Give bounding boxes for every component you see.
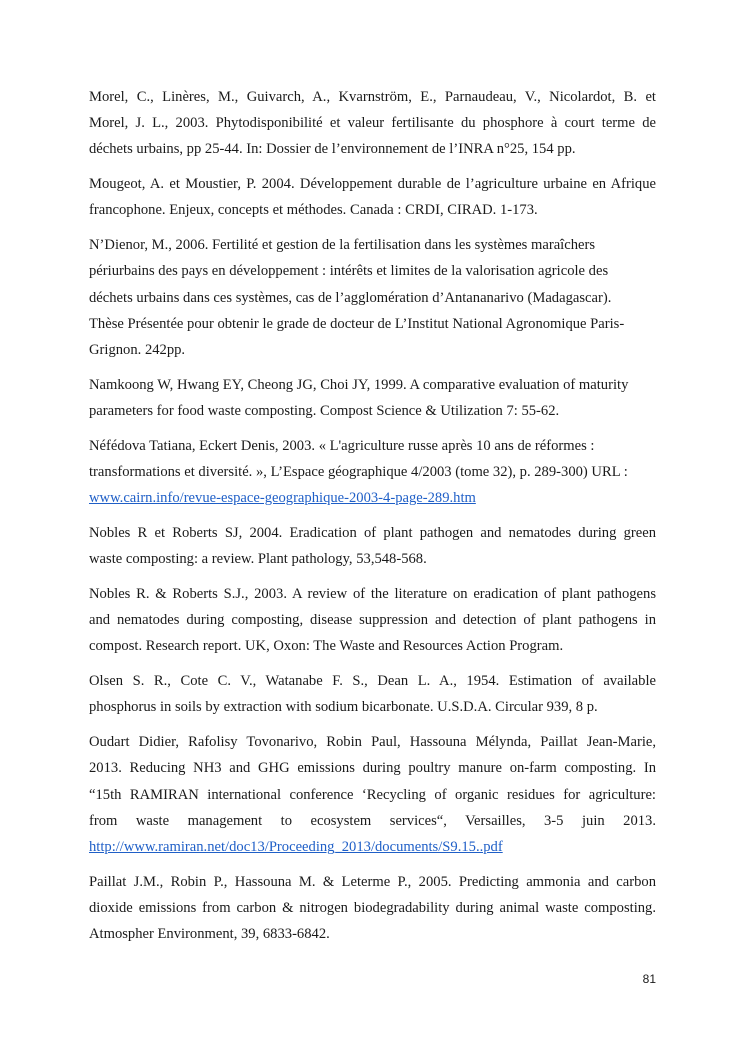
reference-line: Paillat J.M., Robin P., Hassouna M. & Leterme P., 2005. Predicting ammonia and carbon — [89, 873, 656, 890]
page-number: 81 — [642, 972, 656, 986]
reference-morel-2003 — [89, 84, 656, 163]
reference-line: Mougeot, A. et Moustier, P. 2004. Développement durable de l’agriculture urbaine en Afrique — [89, 176, 656, 193]
reference-line: Nobles R. & Roberts S.J., 2003. A review of the literature on eradication of plant pathogens — [89, 586, 656, 603]
reference-line: Morel, C., Linères, M., Guivarch, A., Kvarnström, E., Parnaudeau, V., Nicolardot, B. et — [89, 89, 656, 105]
reference-line: Néfédova Tatiana, Eckert Denis, 2003. « L'agriculture russe après 10 ans de réformes : — [89, 437, 595, 454]
reference-line: Grignon. 242pp. — [89, 342, 186, 359]
reference-line: transformations et diversité. », L’Espace géographique 4/2003 (tome 32), p. 289-300) URL : — [89, 464, 628, 481]
reference-line: compost. Research report. UK, Oxon: The Waste and Resources Action Program. — [89, 638, 564, 655]
reference-olsen-1954 — [89, 668, 656, 720]
reference-line: francophone. Enjeux, concepts et méthodes. Canada : CRDI, CIRAD. 1-173. — [89, 202, 538, 219]
reference-line: parameters for food waste composting. Compost Science & Utilization 7: 55-62. — [89, 403, 560, 420]
reference-nobles-2003 — [89, 581, 656, 660]
reference-list — [89, 84, 656, 956]
reference-line: périurbains des pays en développement : intérêts et limites de la valorisation agricole des — [89, 263, 609, 280]
reference-line: 2013. Reducing NH3 and GHG emissions during poultry manure on-farm composting. In — [89, 760, 656, 777]
reference-namkoong-1999 — [89, 372, 656, 424]
reference-line: déchets urbains, pp 25-44. In: Dossier de l’environnement de l’INRA n°25, 154 pp. — [89, 141, 576, 158]
reference-paillat-2005 — [89, 869, 656, 948]
reference-line: waste composting: a review. Plant pathology, 53,548-568. — [89, 551, 427, 568]
reference-line: Thèse Présentée pour obtenir le grade de docteur de L’Institut National Agronomique Paris- — [89, 315, 625, 332]
reference-line: “15th RAMIRAN international conference ‘Recycling of organic residues for agriculture: — [89, 786, 656, 803]
reference-line: Oudart Didier, Rafolisy Tovonarivo, Robin Paul, Hassouna Mélynda, Paillat Jean-Marie, — [89, 734, 656, 751]
reference-line: Atmospher Environment, 39, 6833-6842. — [89, 926, 330, 943]
reference-line: N’Dienor, M., 2006. Fertilité et gestion de la fertilisation dans les systèmes maraîchers — [89, 237, 596, 254]
reference-line: Namkoong W, Hwang EY, Cheong JG, Choi JY, 1999. A comparative evaluation of maturity — [89, 376, 629, 393]
reference-line: from waste management to ecosystem services“, Versailles, 3-5 juin 2013. — [89, 812, 656, 829]
reference-mougeot-2004 — [89, 171, 656, 223]
reference-line: phosphorus in soils by extraction with sodium bicarbonate. U.S.D.A. Circular 939, 8 p. — [89, 699, 598, 716]
reference-line: and nematodes during composting, disease suppression and detection of plant pathogens in — [89, 612, 656, 629]
ramiran-url-link[interactable]: http://www.ramiran.net/doc13/Proceeding_2013/documents/S9.15..pdf — [89, 839, 503, 856]
reference-nobles-2004 — [89, 520, 656, 572]
reference-line — [89, 485, 656, 511]
reference-nefedova-2003 — [89, 433, 656, 512]
reference-ndienor-2006 — [89, 232, 656, 363]
reference-line: déchets urbains dans ces systèmes, cas de l’agglomération d’Antananarivo (Madagascar). — [89, 289, 612, 306]
reference-line — [89, 834, 656, 860]
reference-line: Nobles R et Roberts SJ, 2004. Eradication of plant pathogen and nematodes during green — [89, 525, 656, 542]
reference-oudart-2013 — [89, 729, 656, 860]
reference-line: Morel, J. L., 2003. Phytodisponibilité et valeur fertilisante du phosphore à court terme de — [89, 115, 656, 132]
reference-line: Olsen S. R., Cote C. V., Watanabe F. S., Dean L. A., 1954. Estimation of available — [89, 673, 656, 690]
cairn-url-link[interactable]: www.cairn.info/revue-espace-geographique-2003-4-page-289.htm — [89, 490, 476, 507]
reference-line: dioxide emissions from carbon & nitrogen biodegradability during animal waste composting. — [89, 900, 656, 917]
